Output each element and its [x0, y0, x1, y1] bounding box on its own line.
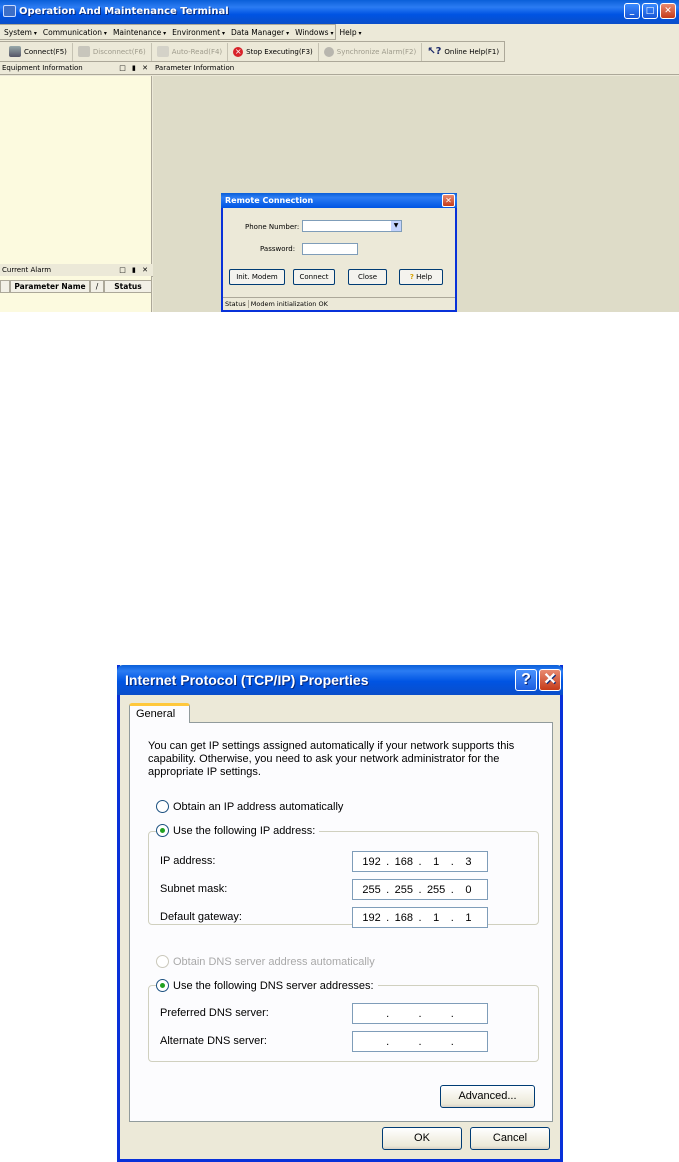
- description-text: You can get IP settings assigned automatically if your network supports this capability. Otherwise, you need to ask your network administrator for the appropriate IP settings.: [148, 740, 515, 778]
- octet-separator: .: [450, 1035, 454, 1048]
- menu-bar: [0, 24, 357, 40]
- tcpip-properties-dialog: [117, 665, 563, 1162]
- column-parameter-name[interactable]: Parameter Name: [10, 280, 90, 293]
- preferred-dns-label: Preferred DNS server:: [160, 1007, 269, 1019]
- obtain-ip-auto-label: Obtain an IP address automatically: [173, 800, 344, 813]
- octet: 255: [362, 883, 381, 896]
- radio-checked-icon: [156, 979, 169, 992]
- use-following-ip-label: Use the following IP address:: [173, 824, 316, 837]
- ip-address-label: IP address:: [160, 855, 216, 867]
- tab-general[interactable]: General: [129, 703, 190, 723]
- octet-separator: .: [418, 855, 422, 868]
- menu-windows[interactable]: Windows ▾: [295, 28, 333, 37]
- auto-read-button[interactable]: [152, 43, 228, 61]
- help-icon: ?: [409, 273, 414, 281]
- advanced-button[interactable]: Advanced...: [440, 1085, 535, 1108]
- password-field[interactable]: [302, 243, 358, 255]
- octet-separator: .: [450, 911, 454, 924]
- password-label: Password:: [260, 245, 296, 253]
- status-label: Status: [225, 300, 246, 308]
- stop-icon: ×: [234, 46, 242, 56]
- octet: 168: [394, 911, 414, 924]
- column-status[interactable]: Status: [104, 280, 152, 293]
- octet-separator: .: [450, 1007, 454, 1020]
- title-bar: [0, 0, 679, 24]
- obtain-ip-auto-radio[interactable]: [156, 800, 343, 813]
- subnet-mask-label: Subnet mask:: [160, 883, 228, 895]
- dialog-title: Internet Protocol (TCP/IP) Properties: [125, 672, 369, 688]
- use-following-ip-radio[interactable]: [156, 824, 319, 837]
- disconnect-icon: [78, 46, 90, 57]
- octet-separator: .: [386, 855, 390, 868]
- alarm-columns: [0, 280, 152, 293]
- preferred-dns-input[interactable]: [352, 1003, 488, 1024]
- octet-separator: .: [418, 1007, 422, 1020]
- help-dialog-button[interactable]: [399, 269, 443, 285]
- menu-environment[interactable]: Environment ▾: [172, 28, 225, 37]
- dialog-title-bar: [221, 193, 457, 208]
- close-button[interactable]: ✕: [539, 669, 561, 691]
- chevron-down-icon[interactable]: ▼: [391, 221, 401, 231]
- octet-separator: .: [418, 883, 422, 896]
- octet: 1: [465, 911, 472, 924]
- octet: 1: [433, 911, 440, 924]
- ip-address-input[interactable]: [352, 851, 488, 872]
- octet: 255: [426, 883, 446, 896]
- auto-read-icon: [157, 46, 169, 57]
- status-bar: [223, 297, 455, 310]
- connect-icon: [9, 46, 21, 57]
- default-gateway-input[interactable]: [352, 907, 488, 928]
- panel-controls[interactable]: □ ▮ ✕: [119, 266, 150, 274]
- connect-button[interactable]: [4, 43, 73, 61]
- octet: 255: [394, 883, 414, 896]
- octet: 0: [465, 883, 472, 896]
- subnet-mask-input[interactable]: [352, 879, 488, 900]
- remote-connection-dialog: [221, 193, 457, 312]
- octet: 168: [394, 855, 414, 868]
- alternate-dns-label: Alternate DNS server:: [160, 1035, 267, 1047]
- menu-data-manager[interactable]: Data Manager ▾: [231, 28, 289, 37]
- disconnect-label: Disconnect(F6): [92, 47, 146, 56]
- app-icon: [3, 5, 16, 17]
- stop-executing-button[interactable]: [228, 43, 319, 61]
- octet: 1: [433, 855, 440, 868]
- default-gateway-label: Default gateway:: [160, 911, 242, 923]
- alternate-dns-input[interactable]: [352, 1031, 488, 1052]
- octet-separator: .: [386, 883, 390, 896]
- toolbar: [0, 41, 505, 62]
- close-dialog-button[interactable]: Close: [348, 269, 387, 285]
- octet-separator: .: [418, 1035, 422, 1048]
- menu-maintenance[interactable]: Maintenance ▾: [113, 28, 166, 37]
- column-spacer: [0, 280, 10, 293]
- parameter-panel-title: Parameter Information: [155, 64, 235, 72]
- use-following-dns-radio[interactable]: [156, 979, 378, 992]
- phone-number-label: Phone Number:: [245, 223, 300, 231]
- radio-disabled-icon: [156, 955, 169, 968]
- menu-system[interactable]: System ▾: [4, 28, 37, 37]
- close-button[interactable]: ✕: [660, 3, 676, 19]
- stop-label: Stop Executing(F3): [246, 47, 313, 56]
- use-following-dns-label: Use the following DNS server addresses:: [173, 979, 374, 992]
- help-button[interactable]: ?: [515, 669, 537, 691]
- obtain-dns-auto-label: Obtain DNS server address automatically: [173, 955, 375, 968]
- parameter-panel-header: [153, 63, 679, 75]
- octet-separator: .: [450, 883, 454, 896]
- init-modem-button[interactable]: Init. Modem: [229, 269, 285, 285]
- online-help-label: Online Help(F1): [444, 47, 500, 56]
- online-help-button[interactable]: [422, 43, 504, 61]
- menu-communication[interactable]: Communication ▾: [43, 28, 107, 37]
- octet-separator: .: [450, 855, 454, 868]
- octet-separator: .: [386, 1035, 390, 1048]
- radio-unchecked-icon: [156, 800, 169, 813]
- equipment-panel-header: [0, 63, 153, 75]
- radio-checked-icon: [156, 824, 169, 837]
- panel-controls[interactable]: □ ▮ ✕: [119, 64, 150, 72]
- octet-separator: .: [386, 911, 390, 924]
- om-terminal-window: [0, 0, 679, 312]
- obtain-dns-auto-radio[interactable]: [156, 955, 375, 968]
- connect-dialog-button[interactable]: Connect: [293, 269, 335, 285]
- general-tab-panel: [129, 722, 553, 1122]
- equipment-panel-title: Equipment Information: [2, 64, 83, 72]
- octet-separator: .: [386, 1007, 390, 1020]
- cancel-button[interactable]: Cancel: [470, 1127, 550, 1150]
- octet-separator: .: [418, 911, 422, 924]
- sort-indicator: /: [90, 280, 104, 293]
- synchronize-label: Synchronize Alarm(F2): [336, 47, 417, 56]
- octet: 192: [362, 911, 381, 924]
- connect-label: Connect(F5): [24, 47, 67, 56]
- synchronize-icon: [324, 47, 334, 57]
- help-label: Help: [416, 273, 433, 281]
- restore-button[interactable]: □: [642, 3, 658, 19]
- synchronize-alarm-button[interactable]: [319, 43, 422, 61]
- window-title: Operation And Maintenance Terminal: [19, 6, 229, 17]
- ok-button[interactable]: OK: [382, 1127, 462, 1150]
- equipment-tree[interactable]: [0, 76, 152, 264]
- minimize-button[interactable]: _: [624, 3, 640, 19]
- help-pointer-icon: ↖?: [427, 46, 442, 57]
- dialog-title-bar: [117, 665, 563, 695]
- auto-read-label: Auto-Read(F4): [171, 47, 223, 56]
- octet: 3: [465, 855, 472, 868]
- menu-help[interactable]: Help ▾: [339, 28, 361, 37]
- alarm-panel-title: Current Alarm: [2, 266, 52, 274]
- close-icon[interactable]: ✕: [442, 194, 455, 207]
- dialog-title: Remote Connection: [225, 196, 314, 205]
- phone-number-combobox[interactable]: [302, 220, 402, 232]
- status-text: Modem initialization OK: [248, 300, 328, 308]
- octet: 192: [362, 855, 381, 868]
- disconnect-button[interactable]: [73, 43, 152, 61]
